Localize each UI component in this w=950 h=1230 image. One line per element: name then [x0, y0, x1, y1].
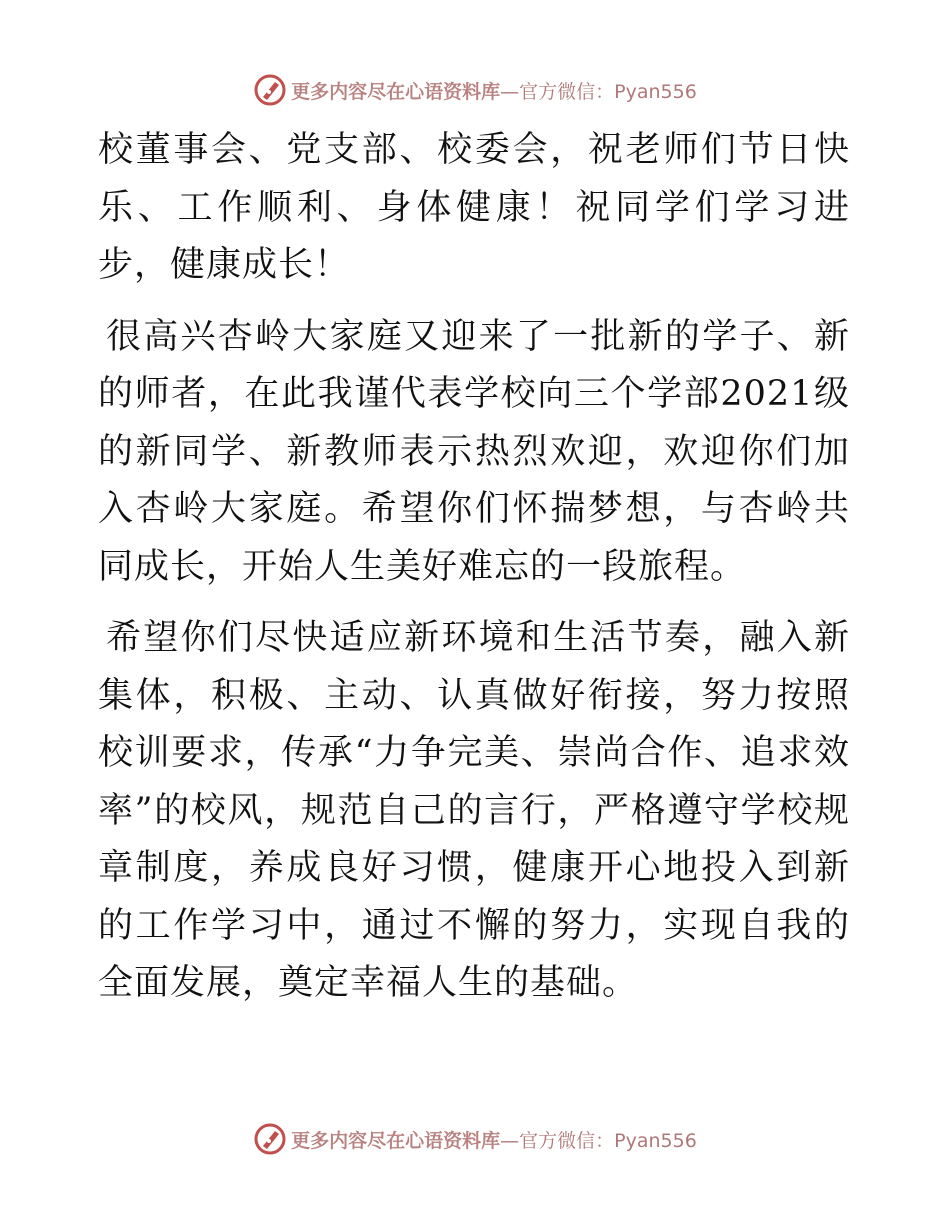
banner-wechat: —官方微信：Pyan556 — [500, 80, 697, 103]
banner-title: 更多内容尽在心语资料库 — [291, 80, 501, 103]
paragraph-3: 希望你们尽快适应新环境和生活节奏，融入新集体，积极、主动、认真做好衔接，努力按照校训要求，传承“力争完美、崇尚合作、追求效率”的校风，规范自己的言行，严格遵守学校规章制度，养成良好习惯，健康开心地投入到新的工作学习中，通过不懈的努力，实现自我的全面发展，奠定幸福人生的基础。 — [98, 618, 850, 1003]
header-banner — [0, 70, 950, 110]
banner-wechat: —官方微信：Pyan556 — [500, 1129, 697, 1152]
pen-nib-logo-icon — [253, 1122, 287, 1156]
paragraph-1: 校董事会、党支部、校委会，祝老师们节日快乐、工作顺利、身体健康！祝同学们学习进步，健康成长！ — [98, 130, 850, 285]
paragraph-2: 很高兴杏岭大家庭又迎来了一批新的学子、新的师者，在此我谨代表学校向三个学部2021级的新同学、新教师表示热烈欢迎，欢迎你们加入杏岭大家庭。希望你们怀揣梦想，与杏岭共同成长，开始人生美好难忘的一段旅程。 — [98, 316, 850, 587]
pen-nib-logo-icon — [253, 73, 287, 107]
document-body — [98, 122, 850, 1027]
footer-banner — [0, 1119, 950, 1159]
banner-title: 更多内容尽在心语资料库 — [291, 1129, 501, 1152]
